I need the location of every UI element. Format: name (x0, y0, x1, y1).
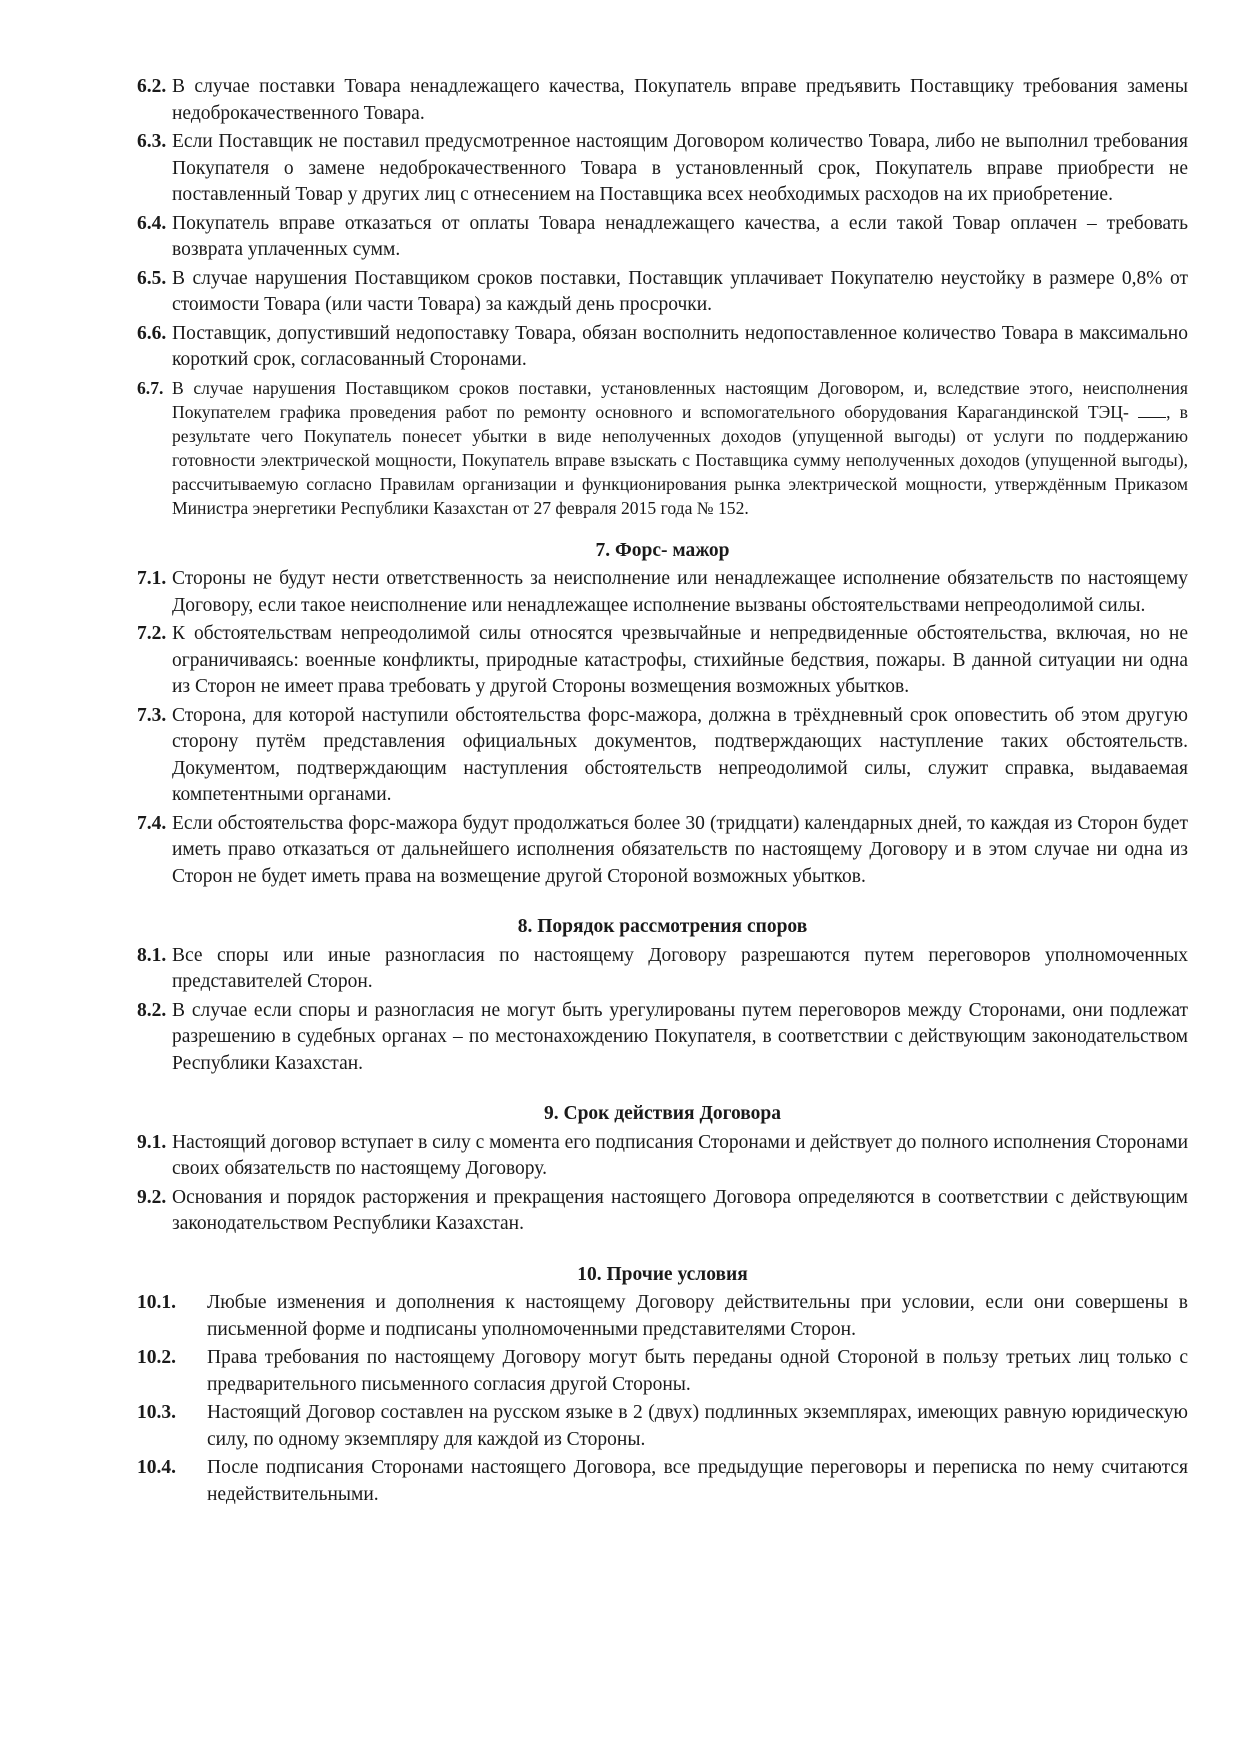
clause-number: 9.2. (137, 1186, 167, 1208)
clause-number: 6.5. (137, 267, 167, 289)
clause-text: Любые изменения и дополнения к настоящему Договору действительны при условии, если они совершены в письменной форме и подписаны уполномоченными представителями Сторон. (207, 1292, 1188, 1340)
clause-6-7 (137, 376, 1188, 520)
clause-number: 7.4. (137, 812, 167, 834)
clause-number: 6.4. (137, 212, 167, 234)
clause-text-part-a: В случае нарушения Поставщиком сроков поставки, установленных настоящим Договором, и, вследствие этого, неисполнения Покупателем графика проведения работ по ремонту основного и вспомогательного оборудования Карагандинской ТЭЦ- (172, 377, 1188, 422)
clause-number: 7.2. (137, 623, 167, 644)
clause-9-2 (137, 1185, 1188, 1238)
clause-text: К обстоятельствам непреодолимой силы относятся чрезвычайные и непредвиденные обстоятельства, включая, но не ограничиваясь: военные конфликты, природные катастрофы, стихийные бедствия, пожары. В данной ситуации ни одна из Сторон не имеет права требовать у другой Стороны возмещения возможных убытков. (172, 623, 1188, 697)
clause-8-2 (137, 998, 1188, 1078)
clause-number: 10.3. (137, 1402, 176, 1423)
clause-number: 10.1. (137, 1292, 176, 1313)
clause-text: Если Поставщик не поставил предусмотренное настоящим Договором количество Товара, либо не выполнил требования Покупателя о замене недоброкачественного Товара в установленный срок, Покупатель вправе приобрести не поставленный Товар у других лиц с отнесением на Поставщика всех необходимых расходов на их приобретение. (172, 131, 1188, 205)
clause-6-6 (137, 321, 1188, 374)
clause-text: Если обстоятельства форс-мажора будут продолжаться более 30 (тридцати) календарных дней, то каждая из Сторон будет иметь право отказаться от дальнейшего исполнения обязательств по настоящему Договору и в этом случае ни одна из Сторон не будет иметь права на возмещение другой Стороной возможных убытков. (172, 812, 1188, 887)
clause-text-part-b: , в результате чего Покупатель понесет убытки в виде неполученных доходов (упущенной выгоды) от услуги по поддержанию готовности электрической мощности, Покупатель вправе взыскать с Поставщика сумму неполученных доходов (упущенной выгоды), рассчитываемую согласно Правилам организации и функционирования рынка электрической мощности, утверждённым Приказом Министра энергетики Республики Казахстан от 27 февраля 2015 года № 152. (172, 401, 1188, 518)
clause-7-1 (137, 566, 1188, 619)
section-7-heading: 7. Форс- мажор (595, 539, 730, 561)
clause-text: Поставщик, допустивший недопоставку Товара, обязан восполнить недопоставленное количество Товара в максимально короткий срок, согласованный Сторонами. (172, 322, 1188, 370)
clause-number: 6.2. (137, 76, 167, 97)
clause-number: 7.1. (137, 568, 167, 589)
clause-number: 8.1. (137, 944, 167, 966)
clause-text: Настоящий Договор составлен на русском языке в 2 (двух) подлинных экземплярах, имеющих равную юридическую силу, по одному экземпляру для каждой из Стороны. (207, 1402, 1188, 1450)
clause-number: 6.6. (137, 322, 167, 344)
clause-text: В случае нарушения Поставщиком сроков поставки, Поставщик уплачивает Покупателю неустойку в размере 0,8% от стоимости Товара (или части Товара) за каждый день просрочки. (172, 267, 1188, 315)
section-10-heading: 10. Прочие условия (577, 1263, 748, 1285)
clause-text: Покупатель вправе отказаться от оплаты Товара ненадлежащего качества, а если такой Товар оплачен – требовать возврата уплаченных сумм. (172, 212, 1188, 260)
clause-number: 10.4. (137, 1457, 176, 1478)
clause-number: 9.1. (137, 1131, 167, 1153)
clause-number: 10.2. (137, 1347, 176, 1368)
clause-text: В случае поставки Товара ненадлежащего качества, Покупатель вправе предъявить Поставщику требования замены недоброкачественного Товара. (172, 76, 1188, 124)
clause-text: Основания и порядок расторжения и прекращения настоящего Договора определяются в соответствии с действующим законодательством Республики Казахстан. (172, 1186, 1188, 1234)
clause-7-3 (137, 703, 1188, 809)
clause-6-4 (137, 211, 1188, 264)
clause-number: 8.2. (137, 999, 167, 1021)
clause-7-2 (137, 621, 1188, 701)
clause-number: 6.3. (137, 131, 167, 152)
clause-6-2 (137, 74, 1188, 127)
clause-6-3 (137, 129, 1188, 209)
section-9-heading: 9. Срок действия Договора (543, 1103, 781, 1124)
clause-text: Настоящий договор вступает в силу с момента его подписания Сторонами и действует до полного исполнения Сторонами своих обязательств по настоящему Договору. (172, 1131, 1188, 1179)
clause-text: Стороны не будут нести ответственность за неисполнение или ненадлежащее исполнение обязательств по настоящему Договору, если такое неисполнение или ненадлежащее исполнение вызваны обстоятельствами непреодолимой силы. (172, 568, 1188, 616)
clause-9-1 (137, 1130, 1188, 1183)
clause-10-3 (137, 1400, 1188, 1453)
section-8-heading: 8. Порядок рассмотрения споров (517, 916, 808, 937)
clause-8-1 (137, 943, 1188, 996)
clause-text: Сторона, для которой наступили обстоятельства форс-мажора, должна в трёхдневный срок оповестить об этом другую сторону путём представления официальных документов, подтверждающих наступление таких обстоятельств. Документом, подтверждающим наступления обстоятельств непреодолимой силы, служит справка, выдаваемая компетентными органами. (172, 704, 1188, 805)
blank-line (1138, 403, 1166, 418)
clause-7-4 (137, 811, 1188, 891)
clause-number: 6.7. (137, 377, 164, 398)
clause-number: 7.3. (137, 704, 167, 726)
clause-10-1 (137, 1290, 1188, 1343)
clause-text: Права требования по настоящему Договору могут быть переданы одной Стороной в пользу третьих лиц только с предварительного письменного согласия другой Стороны. (207, 1347, 1188, 1395)
clause-text: Все споры или иные разногласия по настоящему Договору разрешаются путем переговоров уполномоченных представителей Сторон. (172, 944, 1188, 992)
clause-text: В случае если споры и разногласия не могут быть урегулированы путем переговоров между Сторонами, они подлежат разрешению в судебных органах – по местонахождению Покупателя, в соответствии с действующим законодательством Республики Казахстан. (172, 999, 1188, 1074)
clause-text: После подписания Сторонами настоящего Договора, все предыдущие переговоры и переписка по нему считаются недействительными. (207, 1457, 1188, 1505)
clause-10-2 (137, 1345, 1188, 1398)
clause-6-5 (137, 266, 1188, 319)
clause-10-4 (137, 1455, 1188, 1508)
